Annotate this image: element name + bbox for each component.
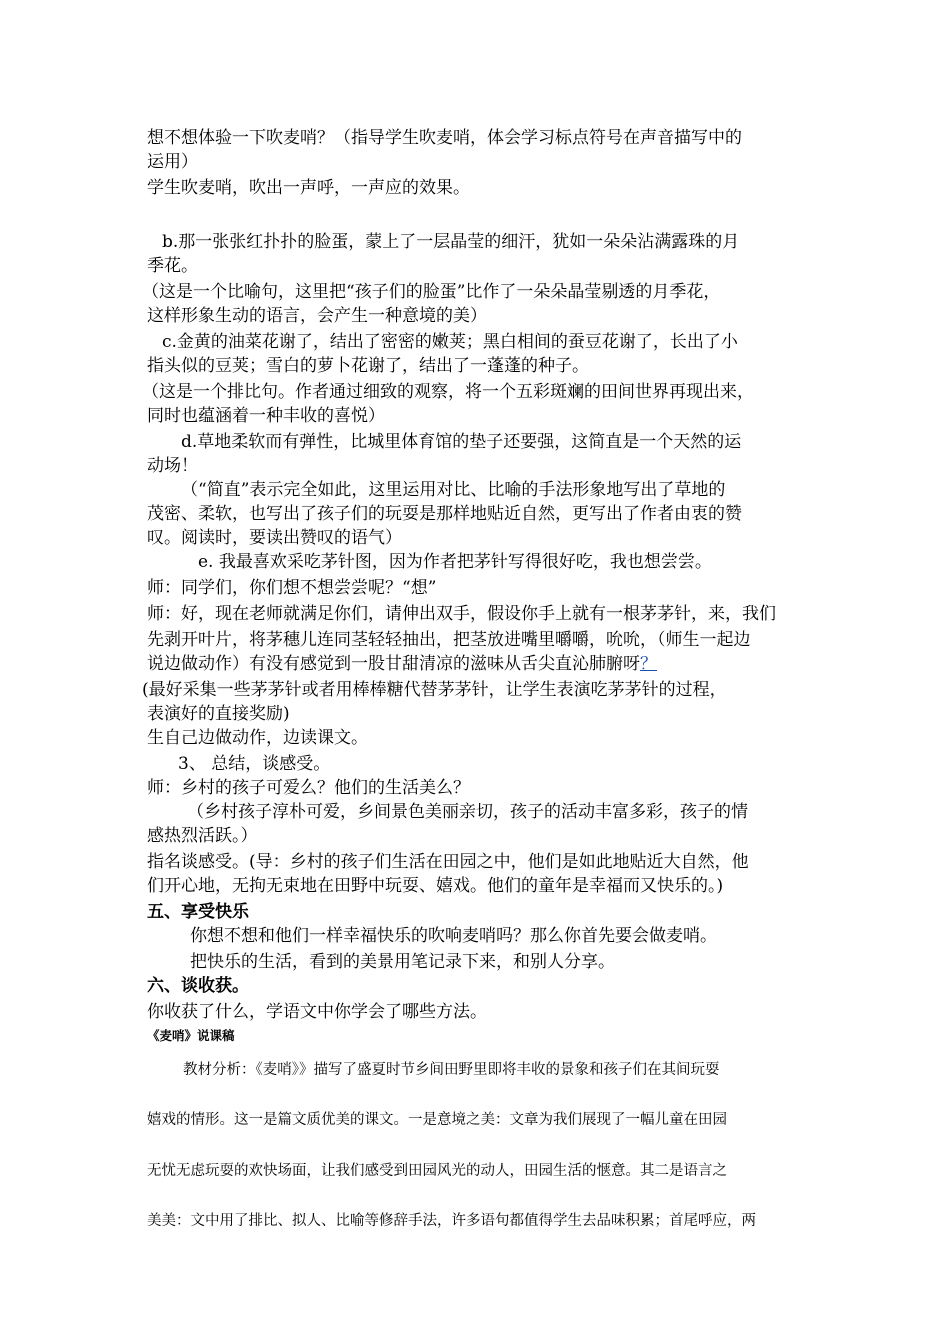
text-line: （“简直”表示完全如此，这里运用对比、比喻的手法形象地写出了草地的 [181,480,726,500]
text-line: （这是一个比喻句，这里把“孩子们的脸蛋”比作了一朵朵晶莹剔透的月季花， [142,282,721,302]
text-line: 感热烈活跃。） [147,826,258,846]
text-line: 们开心地，无拘无束地在田野中玩耍、嬉戏。他们的童年是幸福而又快乐的。) [147,876,724,896]
document-subtitle: 《麦哨》说课稿 [147,1028,235,1043]
text-line: c.金黄的油菜花谢了，结出了密密的嫩荚；黑白相间的蚕豆花谢了，长出了小 [162,332,738,352]
text-line: 运用） [147,152,198,172]
text-line: 你收获了什么，学语文中你学会了哪些方法。 [147,1002,487,1022]
text-line: 无忧无虑玩耍的欢快场面，让我们感受到田园风光的动人，田园生活的惬意。其二是语言之 [147,1163,727,1179]
text-line: 师：同学们，你们想不想尝尝呢？“想” [147,578,437,598]
text-line: （乡村孩子淳朴可爱，乡间景色美丽亲切，孩子的活动丰富多彩，孩子的情 [187,802,748,822]
text-line: 这样形象生动的语言，会产生一种意境的美） [147,306,487,326]
text-line: 表演好的直接奖励) [147,704,290,724]
text-line: 3、 总结，谈感受。 [178,754,331,774]
text-line: 先剥开叶片，将茅穗儿连同茎轻轻抽出，把茎放进嘴里嚼嚼，吮吮，（师生一起边 [147,630,751,650]
text-line: 生自己边做动作，边读课文。 [147,728,368,748]
text-line: d.草地柔软而有弹性，比城里体育馆的垫子还要强，这简直是一个天然的运 [181,432,742,452]
text-line: 动场！ [147,456,198,476]
text-line: 学生吹麦哨，吹出一声呼，一声应的效果。 [147,178,470,198]
section-heading-enjoy: 五、享受快乐 [147,902,249,922]
text-line: 你想不想和他们一样幸福快乐的吹响麦哨吗？那么你首先要会做麦哨。 [190,926,717,946]
text-line: (最好采集一些茅茅针或者用棒棒糖代替茅茅针，让学生表演吃茅茅针的过程， [142,680,727,700]
text-line: 想不想体验一下吹麦哨？（指导学生吹麦哨，体会学习标点符号在声音描写中的 [147,128,742,148]
text-line: 茂密、柔软，也写出了孩子们的玩耍是那样地贴近自然，更写出了作者由衷的赞 [147,504,742,524]
text-line: 嬉戏的情形。这一是篇文质优美的课文。一是意境之美：文章为我们展现了一幅儿童在田园 [147,1112,727,1128]
text-line: 师：乡村的孩子可爱么？他们的生活美么？ [147,778,470,798]
text-line: 美美：文中用了排比、拟人、比喻等修辞手法，许多语句都值得学生去品味积累；首尾呼应，两 [147,1213,756,1229]
text-line: 同时也蕴涵着一种丰收的喜悦） [147,406,385,426]
text-line: b.那一张张红扑扑的脸蛋，蒙上了一层晶莹的细汗，犹如一朵朵沾满露珠的月 [162,232,740,252]
text-line: 师：好，现在老师就满足你们，请伸出双手，假设你手上就有一根茅茅针，来，我们 [147,604,776,624]
text-line: 把快乐的生活，看到的美景用笔记录下来，和别人分享。 [190,952,615,972]
text-line [147,652,657,676]
text-line: 指头似的豆荚；雪白的萝卜花谢了，结出了一蓬蓬的种子。 [147,356,589,376]
question-link[interactable]: ？ [640,654,657,674]
text-line: e. 我最喜欢采吃茅针图，因为作者把茅针写得很好吃，我也想尝尝。 [198,552,712,572]
text-line: 季花。 [147,256,198,276]
text-line: （这是一个排比句。作者通过细致的观察，将一个五彩斑斓的田间世界再现出来， [142,382,754,402]
text-span: 说边做动作）有没有感觉到一股甘甜清凉的滋味从舌尖直沁肺腑呀 [147,654,640,674]
text-line: 叹。阅读时，要读出赞叹的语气） [147,528,402,548]
section-heading-harvest: 六、谈收获。 [147,976,249,996]
text-line: 指名谈感受。(导：乡村的孩子们生活在田园之中，他们是如此地贴近大自然，他 [147,852,749,872]
text-line: 教材分析：《麦哨》》描写了盛夏时节乡间田野里即将丰收的景象和孩子们在其间玩耍 [183,1062,720,1078]
